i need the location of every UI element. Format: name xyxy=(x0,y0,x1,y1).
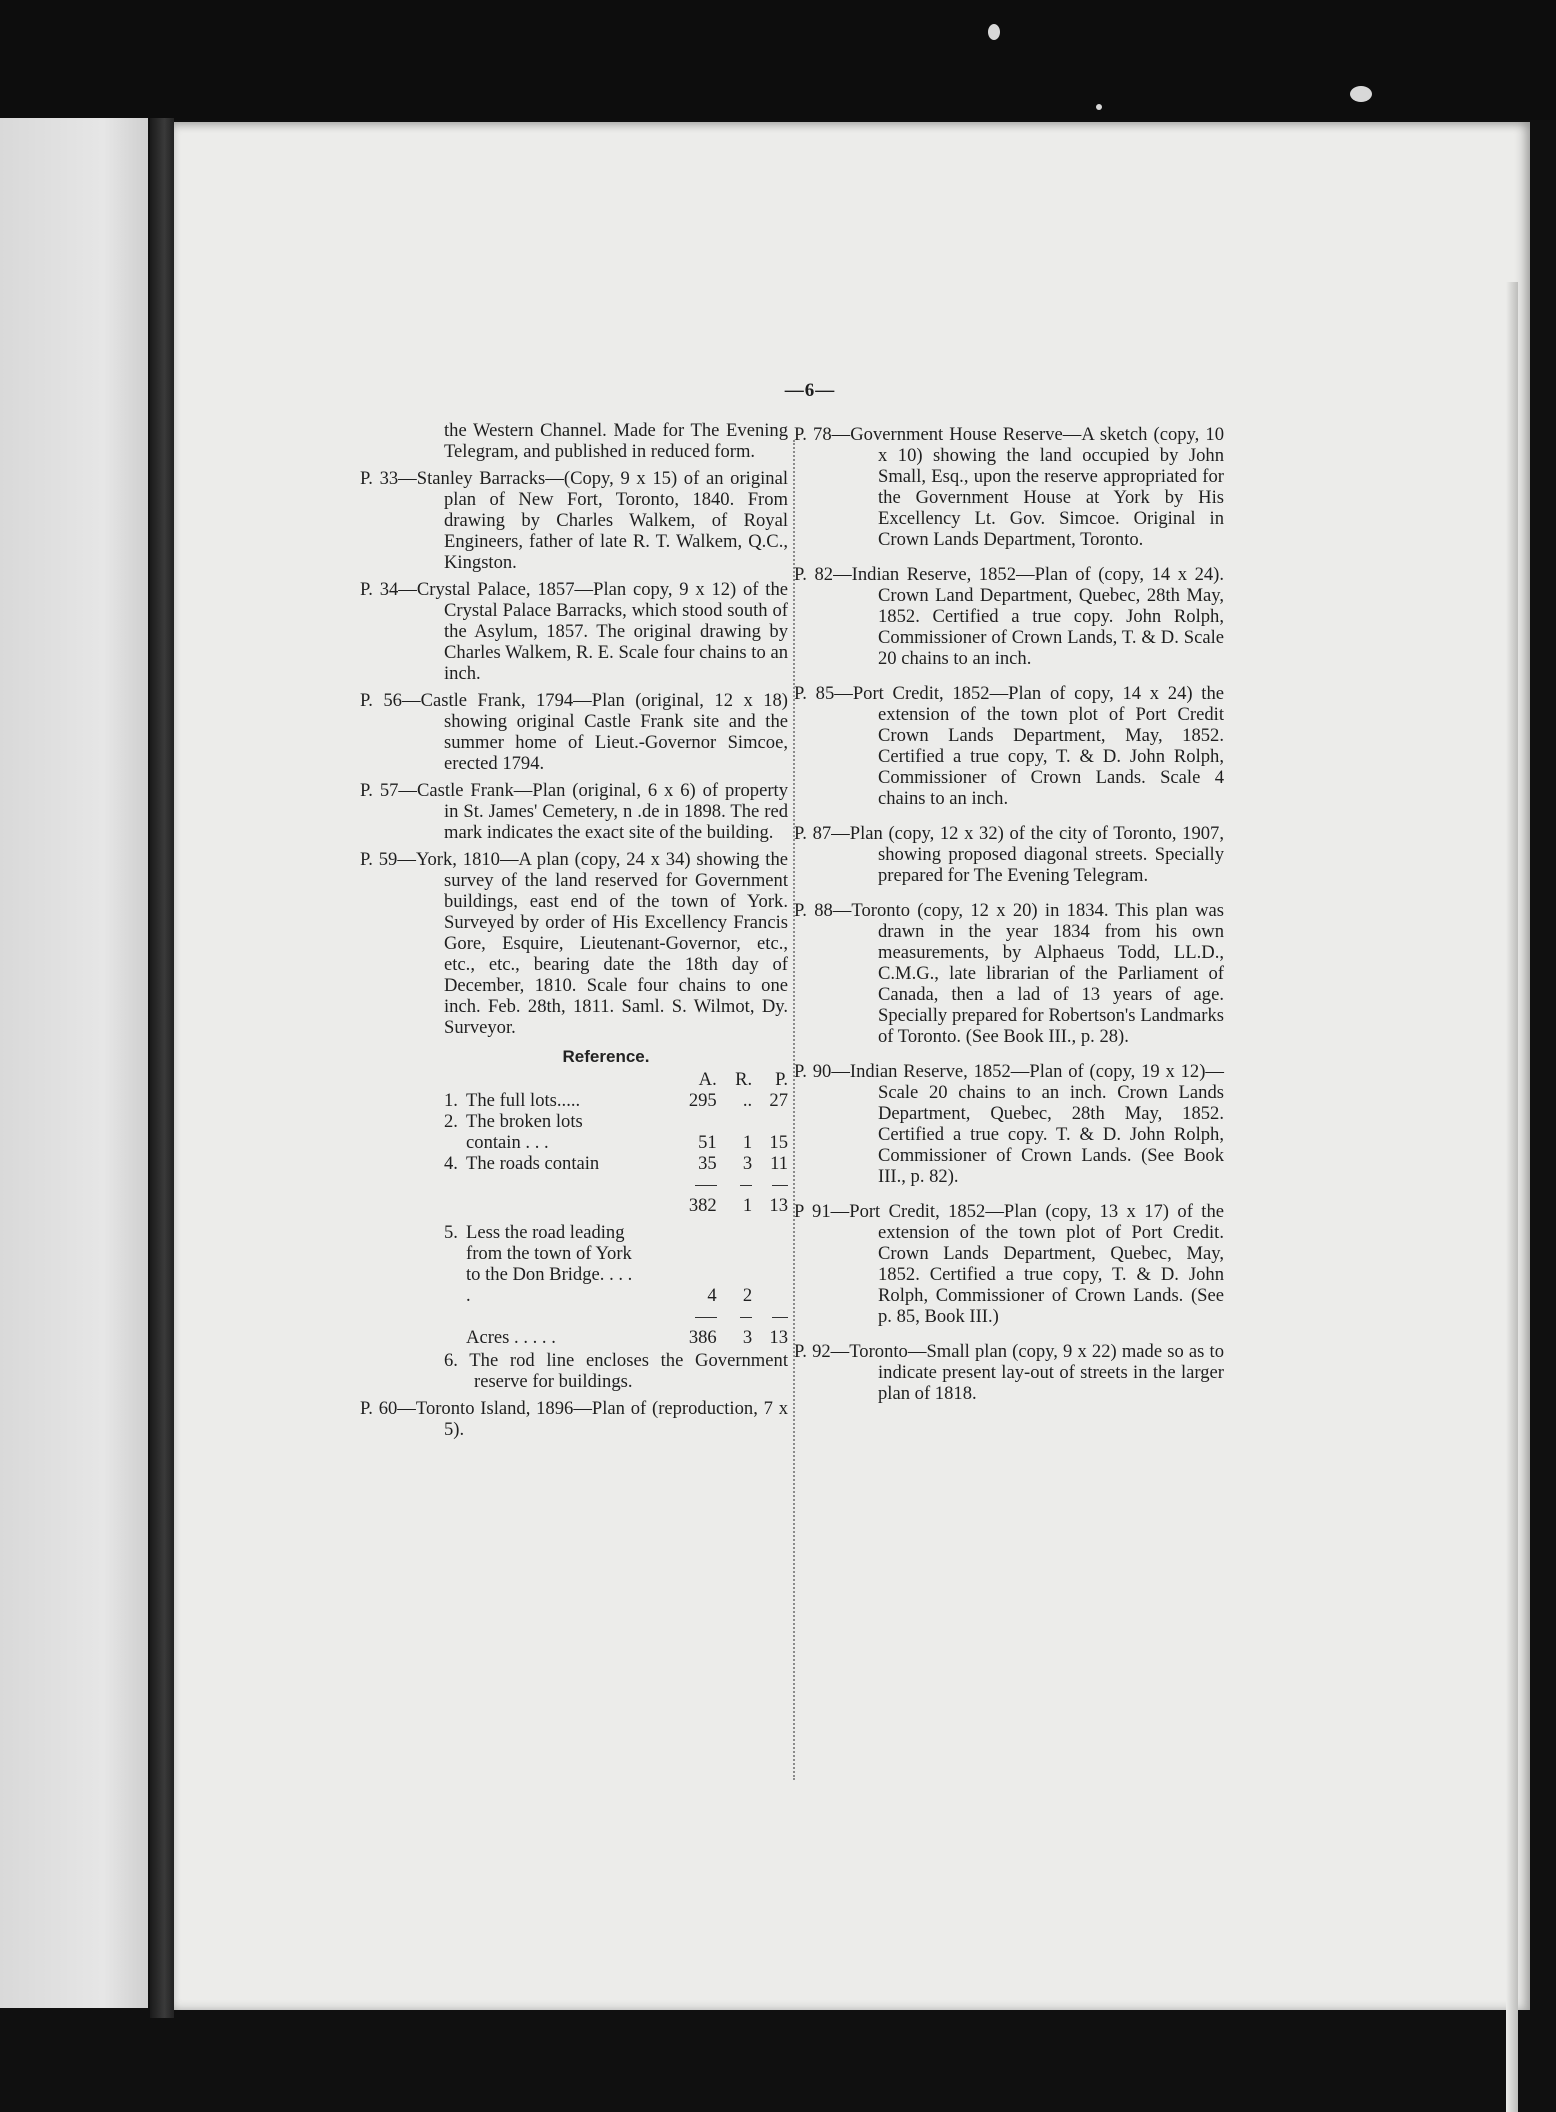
catalog-entry: P. 90—Indian Reserve, 1852—Plan of (copy, 19 x 12)—Scale 20 chains to an inch. Crown Lands Department, Quebec, 28th May, 1852. Certified a true copy. T. & D. John Rolph, Commissioner of Crown Lands. (See Book III., p. 82). xyxy=(794,1061,1224,1187)
sum-rule-row xyxy=(444,1174,788,1195)
catalog-entry: P. 78—Government House Reserve—A sketch (copy, 10 x 10) showing the land occupied by John Small, Esq., upon the reserve appropriated for the Government House at York by His Excellency Lt. Gov. Simcoe. Original in Crown Lands Department, Toronto. xyxy=(794,424,1224,550)
reference-row: 5. Less the road leading from the town of York to the Don Bridge. . . . . 4 2 xyxy=(444,1222,753,1306)
perches-header: P. xyxy=(775,1069,788,1090)
left-column xyxy=(360,420,788,1446)
reference-total-row: Acres . . . . . 386 3 13 xyxy=(466,1327,788,1348)
reference-row: contain . . . 51 1 15 xyxy=(466,1132,788,1153)
reference-row: 1. The full lots..... 295 .. 27 xyxy=(444,1090,788,1111)
catalog-entry: P. 59—York, 1810—A plan (copy, 24 x 34) showing the survey of the land reserved for Government buildings, east end of the town of York. Surveyed by order of His Excellency Francis Gore, Esquire, Lieutenant-Governor, etc., etc., etc., bearing date the 18th day of December, 1810. Scale four chains to one inch. Feb. 28th, 1811. Saml. S. Wilmot, Dy. Surveyor. xyxy=(360,849,788,1038)
catalog-entry: P. 57—Castle Frank—Plan (original, 6 x 6) of property in St. James' Cemetery, n .de in 1898. The red mark indicates the exact site of the building. xyxy=(360,780,788,843)
facing-page-edge xyxy=(0,118,148,2008)
catalog-entry: P. 92—Toronto—Small plan (copy, 9 x 22) made so as to indicate present lay-out of streets in the larger plan of 1818. xyxy=(794,1341,1224,1404)
reference-table xyxy=(444,1069,788,1348)
reference-note: 6. The rod line encloses the Government reserve for buildings. xyxy=(444,1350,788,1392)
acres-header: A. xyxy=(698,1069,717,1090)
catalog-entry: P. 88—Toronto (copy, 12 x 20) in 1834. This plan was drawn in the year 1834 from his own measurements, by Alphaeus Todd, LL.D., C.M.G., late librarian of the Parliament of Canada, then a lad of 13 years of age. Specially prepared for Robertson's Landmarks of Toronto. (See Book III., p. 28). xyxy=(794,900,1224,1047)
dust-speck xyxy=(988,24,1000,40)
catalog-entry: P. 60—Toronto Island, 1896—Plan of (reproduction, 7 x 5). xyxy=(360,1398,788,1440)
right-column xyxy=(794,424,1224,1410)
catalog-entry: P 91—Port Credit, 1852—Plan (copy, 13 x 17) of the extension of the town plot of Port Credit. Crown Lands Department, Quebec, May, 1852. Certified a true copy, T. & D. John Rolph, Commissioner of Crown Lands. (See p. 85, Book III.) xyxy=(794,1201,1224,1327)
catalog-entry: P. 85—Port Credit, 1852—Plan of copy, 14 x 24) the extension of the town plot of Port Credit Crown Lands Department, May, 1852. Certified a true copy, T. & D. John Rolph, Commissioner of Crown Lands. Scale 4 chains to an inch. xyxy=(794,683,1224,809)
catalog-entry: P. 34—Crystal Palace, 1857—Plan copy, 9 x 12) of the Crystal Palace Barracks, which stood south of the Asylum, 1857. The original drawing by Charles Walkem, R. E. Scale four chains to an inch. xyxy=(360,579,788,684)
continuation-text: the Western Channel. Made for The Evening Telegram, and published in reduced form. xyxy=(444,420,788,462)
roods-header: R. xyxy=(735,1069,753,1090)
dust-speck xyxy=(1096,104,1102,110)
sum-rule-row xyxy=(444,1306,788,1327)
page-number: —6— xyxy=(784,380,836,401)
reference-row: 2. The broken lots xyxy=(444,1111,583,1132)
scanner-background xyxy=(0,0,1556,120)
dust-speck xyxy=(1350,86,1372,102)
catalog-entry: P. 82—Indian Reserve, 1852—Plan of (copy, 14 x 24). Crown Land Department, Quebec, 28th May, 1852. Certified a true copy. John Rolph, Commissioner of Crown Lands, T. & D. Scale 20 chains to an inch. xyxy=(794,564,1224,669)
catalog-entry: P. 87—Plan (copy, 12 x 32) of the city of Toronto, 1907, showing proposed diagonal streets. Specially prepared for The Evening Telegram. xyxy=(794,823,1224,886)
reference-subtotal-row: 382 1 13 xyxy=(688,1195,788,1216)
book-spine xyxy=(150,118,174,2018)
catalog-entry: P. 56—Castle Frank, 1794—Plan (original, 12 x 18) showing original Castle Frank site and the summer home of Lieut.-Governor Simcoe, erected 1794. xyxy=(360,690,788,774)
reference-row: 4. The roads contain 35 3 11 xyxy=(444,1153,788,1174)
reference-heading: Reference. xyxy=(562,1047,650,1066)
catalog-entry: P. 33—Stanley Barracks—(Copy, 9 x 15) of an original plan of New Fort, Toronto, 1840. From drawing by Charles Walkem, of Royal Engineers, father of late R. T. Walkem, Q.C., Kingston. xyxy=(360,468,788,573)
page-edge-shadow xyxy=(1506,282,1518,2112)
reference-header-row xyxy=(444,1069,788,1090)
